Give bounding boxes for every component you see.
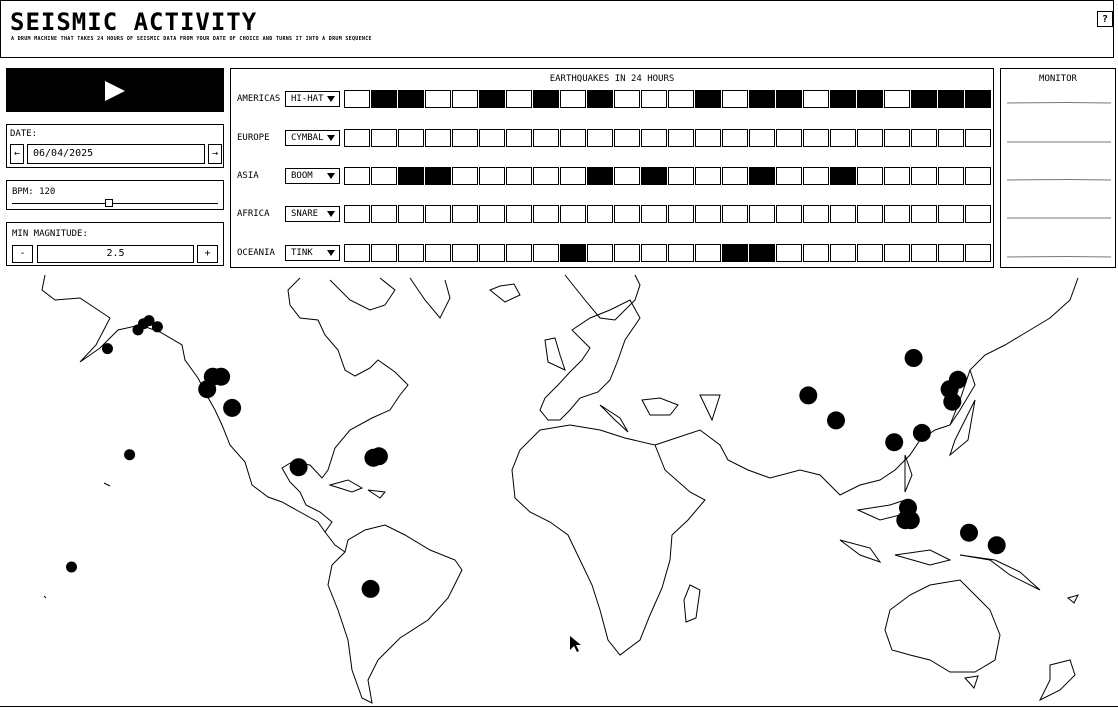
earthquake-marker[interactable] bbox=[913, 424, 931, 442]
step-cell[interactable] bbox=[587, 244, 613, 262]
step-cell[interactable] bbox=[776, 244, 802, 262]
step-cell[interactable] bbox=[965, 129, 991, 147]
step-cell[interactable] bbox=[884, 167, 910, 185]
step-cell[interactable] bbox=[479, 90, 505, 108]
earthquake-marker[interactable] bbox=[290, 458, 308, 476]
earthquake-marker[interactable] bbox=[212, 368, 230, 386]
earthquake-marker[interactable] bbox=[223, 399, 241, 417]
earthquake-marker[interactable] bbox=[960, 524, 978, 542]
earthquake-marker[interactable] bbox=[896, 511, 914, 529]
date-input[interactable]: 06/04/2025 bbox=[27, 144, 205, 164]
step-cell[interactable] bbox=[398, 205, 424, 223]
step-cell[interactable] bbox=[614, 244, 640, 262]
step-row bbox=[344, 129, 992, 147]
earthquake-marker[interactable] bbox=[124, 449, 135, 460]
earthquake-marker[interactable] bbox=[799, 386, 817, 404]
step-cell[interactable] bbox=[560, 90, 586, 108]
step-cell[interactable] bbox=[560, 205, 586, 223]
step-row bbox=[344, 167, 992, 185]
step-cell[interactable] bbox=[749, 167, 775, 185]
increase-magnitude-button[interactable]: + bbox=[197, 245, 218, 263]
step-cell[interactable] bbox=[884, 129, 910, 147]
earthquake-marker[interactable] bbox=[827, 411, 845, 429]
step-cell[interactable] bbox=[857, 244, 883, 262]
step-cell[interactable] bbox=[776, 90, 802, 108]
step-cell[interactable] bbox=[452, 129, 478, 147]
date-label: DATE: bbox=[10, 129, 38, 139]
step-cell[interactable] bbox=[857, 205, 883, 223]
mouse-cursor-icon bbox=[570, 636, 581, 652]
step-cell[interactable] bbox=[965, 205, 991, 223]
step-cell[interactable] bbox=[479, 167, 505, 185]
earthquake-marker[interactable] bbox=[943, 393, 961, 411]
step-cell[interactable] bbox=[506, 244, 532, 262]
instrument-select-value: TINK bbox=[291, 248, 313, 258]
monitor-waveform bbox=[1007, 215, 1111, 221]
step-cell[interactable] bbox=[749, 129, 775, 147]
instrument-select-europe[interactable] bbox=[285, 130, 340, 146]
play-icon bbox=[104, 80, 126, 102]
step-cell[interactable] bbox=[668, 244, 694, 262]
step-cell[interactable] bbox=[776, 167, 802, 185]
step-row bbox=[344, 90, 992, 108]
date-panel bbox=[6, 124, 224, 168]
step-cell[interactable] bbox=[803, 205, 829, 223]
step-cell[interactable] bbox=[344, 205, 370, 223]
page-title: SEISMIC ACTIVITY bbox=[10, 8, 258, 36]
earthquake-marker[interactable] bbox=[362, 580, 380, 598]
coastlines bbox=[42, 275, 1078, 703]
step-cell[interactable] bbox=[776, 129, 802, 147]
step-cell[interactable] bbox=[587, 205, 613, 223]
step-cell[interactable] bbox=[695, 244, 721, 262]
step-cell[interactable] bbox=[533, 244, 559, 262]
step-cell[interactable] bbox=[668, 205, 694, 223]
step-cell[interactable] bbox=[803, 90, 829, 108]
step-cell[interactable] bbox=[965, 167, 991, 185]
step-cell[interactable] bbox=[830, 244, 856, 262]
step-cell[interactable] bbox=[830, 167, 856, 185]
bpm-slider-thumb[interactable] bbox=[105, 199, 113, 207]
step-cell[interactable] bbox=[506, 205, 532, 223]
earthquake-marker[interactable] bbox=[885, 433, 903, 451]
step-cell[interactable] bbox=[371, 129, 397, 147]
step-cell[interactable] bbox=[749, 90, 775, 108]
step-cell[interactable] bbox=[479, 129, 505, 147]
bpm-panel bbox=[6, 180, 224, 210]
region-label-asia: ASIA bbox=[237, 171, 259, 181]
step-cell[interactable] bbox=[722, 167, 748, 185]
step-cell[interactable] bbox=[506, 90, 532, 108]
instrument-select-value: HI-HAT bbox=[291, 94, 324, 104]
min-magnitude-label: MIN MAGNITUDE: bbox=[12, 229, 88, 239]
monitor-title: MONITOR bbox=[1039, 74, 1077, 84]
chevron-down-icon bbox=[327, 211, 335, 217]
step-cell[interactable] bbox=[965, 90, 991, 108]
min-magnitude-input[interactable]: 2.5 bbox=[37, 245, 194, 263]
monitor-waveform bbox=[1007, 254, 1111, 260]
region-label-oceania: OCEANIA bbox=[237, 248, 275, 258]
bpm-label: BPM: 120 bbox=[12, 187, 56, 197]
step-cell[interactable] bbox=[614, 205, 640, 223]
step-cell[interactable] bbox=[506, 129, 532, 147]
step-cell[interactable] bbox=[695, 205, 721, 223]
step-cell[interactable] bbox=[479, 244, 505, 262]
decrease-magnitude-button[interactable]: - bbox=[12, 245, 33, 263]
chevron-down-icon bbox=[327, 250, 335, 256]
step-cell[interactable] bbox=[911, 205, 937, 223]
step-cell[interactable] bbox=[884, 90, 910, 108]
step-cell[interactable] bbox=[911, 167, 937, 185]
step-cell[interactable] bbox=[884, 244, 910, 262]
step-cell[interactable] bbox=[695, 90, 721, 108]
step-cell[interactable] bbox=[830, 129, 856, 147]
region-label-europe: EUROPE bbox=[237, 133, 270, 143]
step-cell[interactable] bbox=[641, 244, 667, 262]
step-cell[interactable] bbox=[803, 167, 829, 185]
sequencer-panel bbox=[230, 68, 994, 268]
earthquake-marker[interactable] bbox=[102, 343, 113, 354]
step-cell[interactable] bbox=[938, 167, 964, 185]
step-cell[interactable] bbox=[749, 205, 775, 223]
play-button[interactable] bbox=[6, 68, 224, 112]
step-cell[interactable] bbox=[695, 167, 721, 185]
step-cell[interactable] bbox=[938, 129, 964, 147]
step-cell[interactable] bbox=[668, 167, 694, 185]
step-cell[interactable] bbox=[641, 167, 667, 185]
earthquake-marker[interactable] bbox=[152, 321, 163, 332]
step-cell[interactable] bbox=[857, 129, 883, 147]
step-cell[interactable] bbox=[830, 90, 856, 108]
step-cell[interactable] bbox=[506, 167, 532, 185]
step-cell[interactable] bbox=[398, 244, 424, 262]
step-cell[interactable] bbox=[533, 90, 559, 108]
step-cell[interactable] bbox=[587, 90, 613, 108]
step-cell[interactable] bbox=[452, 244, 478, 262]
step-cell[interactable] bbox=[938, 90, 964, 108]
step-cell[interactable] bbox=[830, 205, 856, 223]
step-cell[interactable] bbox=[398, 129, 424, 147]
step-cell[interactable] bbox=[425, 205, 451, 223]
step-cell[interactable] bbox=[668, 129, 694, 147]
bpm-slider-track[interactable] bbox=[12, 203, 218, 204]
step-cell[interactable] bbox=[425, 129, 451, 147]
step-cell[interactable] bbox=[533, 205, 559, 223]
monitor-waveform bbox=[1007, 177, 1111, 183]
step-cell[interactable] bbox=[614, 167, 640, 185]
monitor-panel bbox=[1000, 68, 1116, 268]
step-cell[interactable] bbox=[857, 167, 883, 185]
instrument-select-africa[interactable] bbox=[285, 206, 340, 222]
step-cell[interactable] bbox=[803, 129, 829, 147]
instrument-select-value: CYMBAL bbox=[291, 133, 324, 143]
step-cell[interactable] bbox=[803, 244, 829, 262]
step-cell[interactable] bbox=[641, 90, 667, 108]
step-cell[interactable] bbox=[371, 244, 397, 262]
step-cell[interactable] bbox=[722, 129, 748, 147]
step-cell[interactable] bbox=[911, 244, 937, 262]
next-date-button[interactable]: → bbox=[208, 144, 222, 164]
step-cell[interactable] bbox=[857, 90, 883, 108]
step-cell[interactable] bbox=[722, 244, 748, 262]
instrument-select-oceania[interactable] bbox=[285, 245, 340, 261]
step-cell[interactable] bbox=[560, 244, 586, 262]
step-cell[interactable] bbox=[533, 129, 559, 147]
prev-date-button[interactable]: ← bbox=[10, 144, 24, 164]
step-cell[interactable] bbox=[668, 90, 694, 108]
step-cell[interactable] bbox=[641, 205, 667, 223]
step-cell[interactable] bbox=[452, 167, 478, 185]
step-cell[interactable] bbox=[641, 129, 667, 147]
step-cell[interactable] bbox=[452, 205, 478, 223]
instrument-select-asia[interactable] bbox=[285, 168, 340, 184]
step-cell[interactable] bbox=[938, 244, 964, 262]
step-cell[interactable] bbox=[533, 167, 559, 185]
region-label-americas: AMERICAS bbox=[237, 94, 281, 104]
chevron-down-icon bbox=[327, 96, 335, 102]
earthquake-marker[interactable] bbox=[66, 562, 77, 573]
page-subtitle: A DRUM MACHINE THAT TAKES 24 HOURS OF SEISMIC DATA FROM YOUR DATE OF CHOICE AND TURNS IT INTO A DRUM SEQUENCE bbox=[11, 36, 372, 42]
step-cell[interactable] bbox=[371, 205, 397, 223]
chevron-down-icon bbox=[327, 135, 335, 141]
step-row bbox=[344, 205, 992, 223]
step-cell[interactable] bbox=[425, 90, 451, 108]
step-cell[interactable] bbox=[884, 205, 910, 223]
earthquake-marker[interactable] bbox=[370, 447, 388, 465]
step-cell[interactable] bbox=[398, 167, 424, 185]
step-cell[interactable] bbox=[344, 129, 370, 147]
step-cell[interactable] bbox=[695, 129, 721, 147]
world-map bbox=[0, 274, 1118, 706]
step-cell[interactable] bbox=[614, 90, 640, 108]
step-cell[interactable] bbox=[722, 205, 748, 223]
step-cell[interactable] bbox=[479, 205, 505, 223]
earthquake-marker[interactable] bbox=[198, 380, 216, 398]
step-cell[interactable] bbox=[911, 90, 937, 108]
header bbox=[0, 0, 1114, 58]
step-cell[interactable] bbox=[776, 205, 802, 223]
earthquake-marker[interactable] bbox=[905, 349, 923, 367]
monitor-waveform bbox=[1007, 139, 1111, 145]
instrument-select-value: BOOM bbox=[291, 171, 313, 181]
step-row bbox=[344, 244, 992, 262]
instrument-select-value: SNARE bbox=[291, 209, 319, 219]
step-cell[interactable] bbox=[452, 90, 478, 108]
instrument-select-americas[interactable] bbox=[285, 91, 340, 107]
step-cell[interactable] bbox=[371, 167, 397, 185]
chevron-down-icon bbox=[327, 173, 335, 179]
step-cell[interactable] bbox=[938, 205, 964, 223]
step-cell[interactable] bbox=[722, 90, 748, 108]
earthquake-markers bbox=[66, 315, 1006, 598]
earthquake-marker[interactable] bbox=[988, 536, 1006, 554]
step-cell[interactable] bbox=[911, 129, 937, 147]
step-cell[interactable] bbox=[371, 90, 397, 108]
step-cell[interactable] bbox=[587, 167, 613, 185]
min-magnitude-panel bbox=[6, 222, 224, 266]
step-cell[interactable] bbox=[560, 129, 586, 147]
sequencer-title: EARTHQUAKES IN 24 HOURS bbox=[549, 74, 675, 84]
step-cell[interactable] bbox=[344, 90, 370, 108]
footer-divider bbox=[0, 706, 1118, 707]
step-cell[interactable] bbox=[425, 167, 451, 185]
help-button[interactable]: ? bbox=[1097, 11, 1113, 27]
step-cell[interactable] bbox=[965, 244, 991, 262]
step-cell[interactable] bbox=[587, 129, 613, 147]
step-cell[interactable] bbox=[398, 90, 424, 108]
step-cell[interactable] bbox=[560, 167, 586, 185]
step-cell[interactable] bbox=[749, 244, 775, 262]
step-cell[interactable] bbox=[344, 167, 370, 185]
step-cell[interactable] bbox=[344, 244, 370, 262]
step-cell[interactable] bbox=[425, 244, 451, 262]
monitor-waveform bbox=[1007, 100, 1111, 106]
region-label-africa: AFRICA bbox=[237, 209, 270, 219]
step-cell[interactable] bbox=[614, 129, 640, 147]
